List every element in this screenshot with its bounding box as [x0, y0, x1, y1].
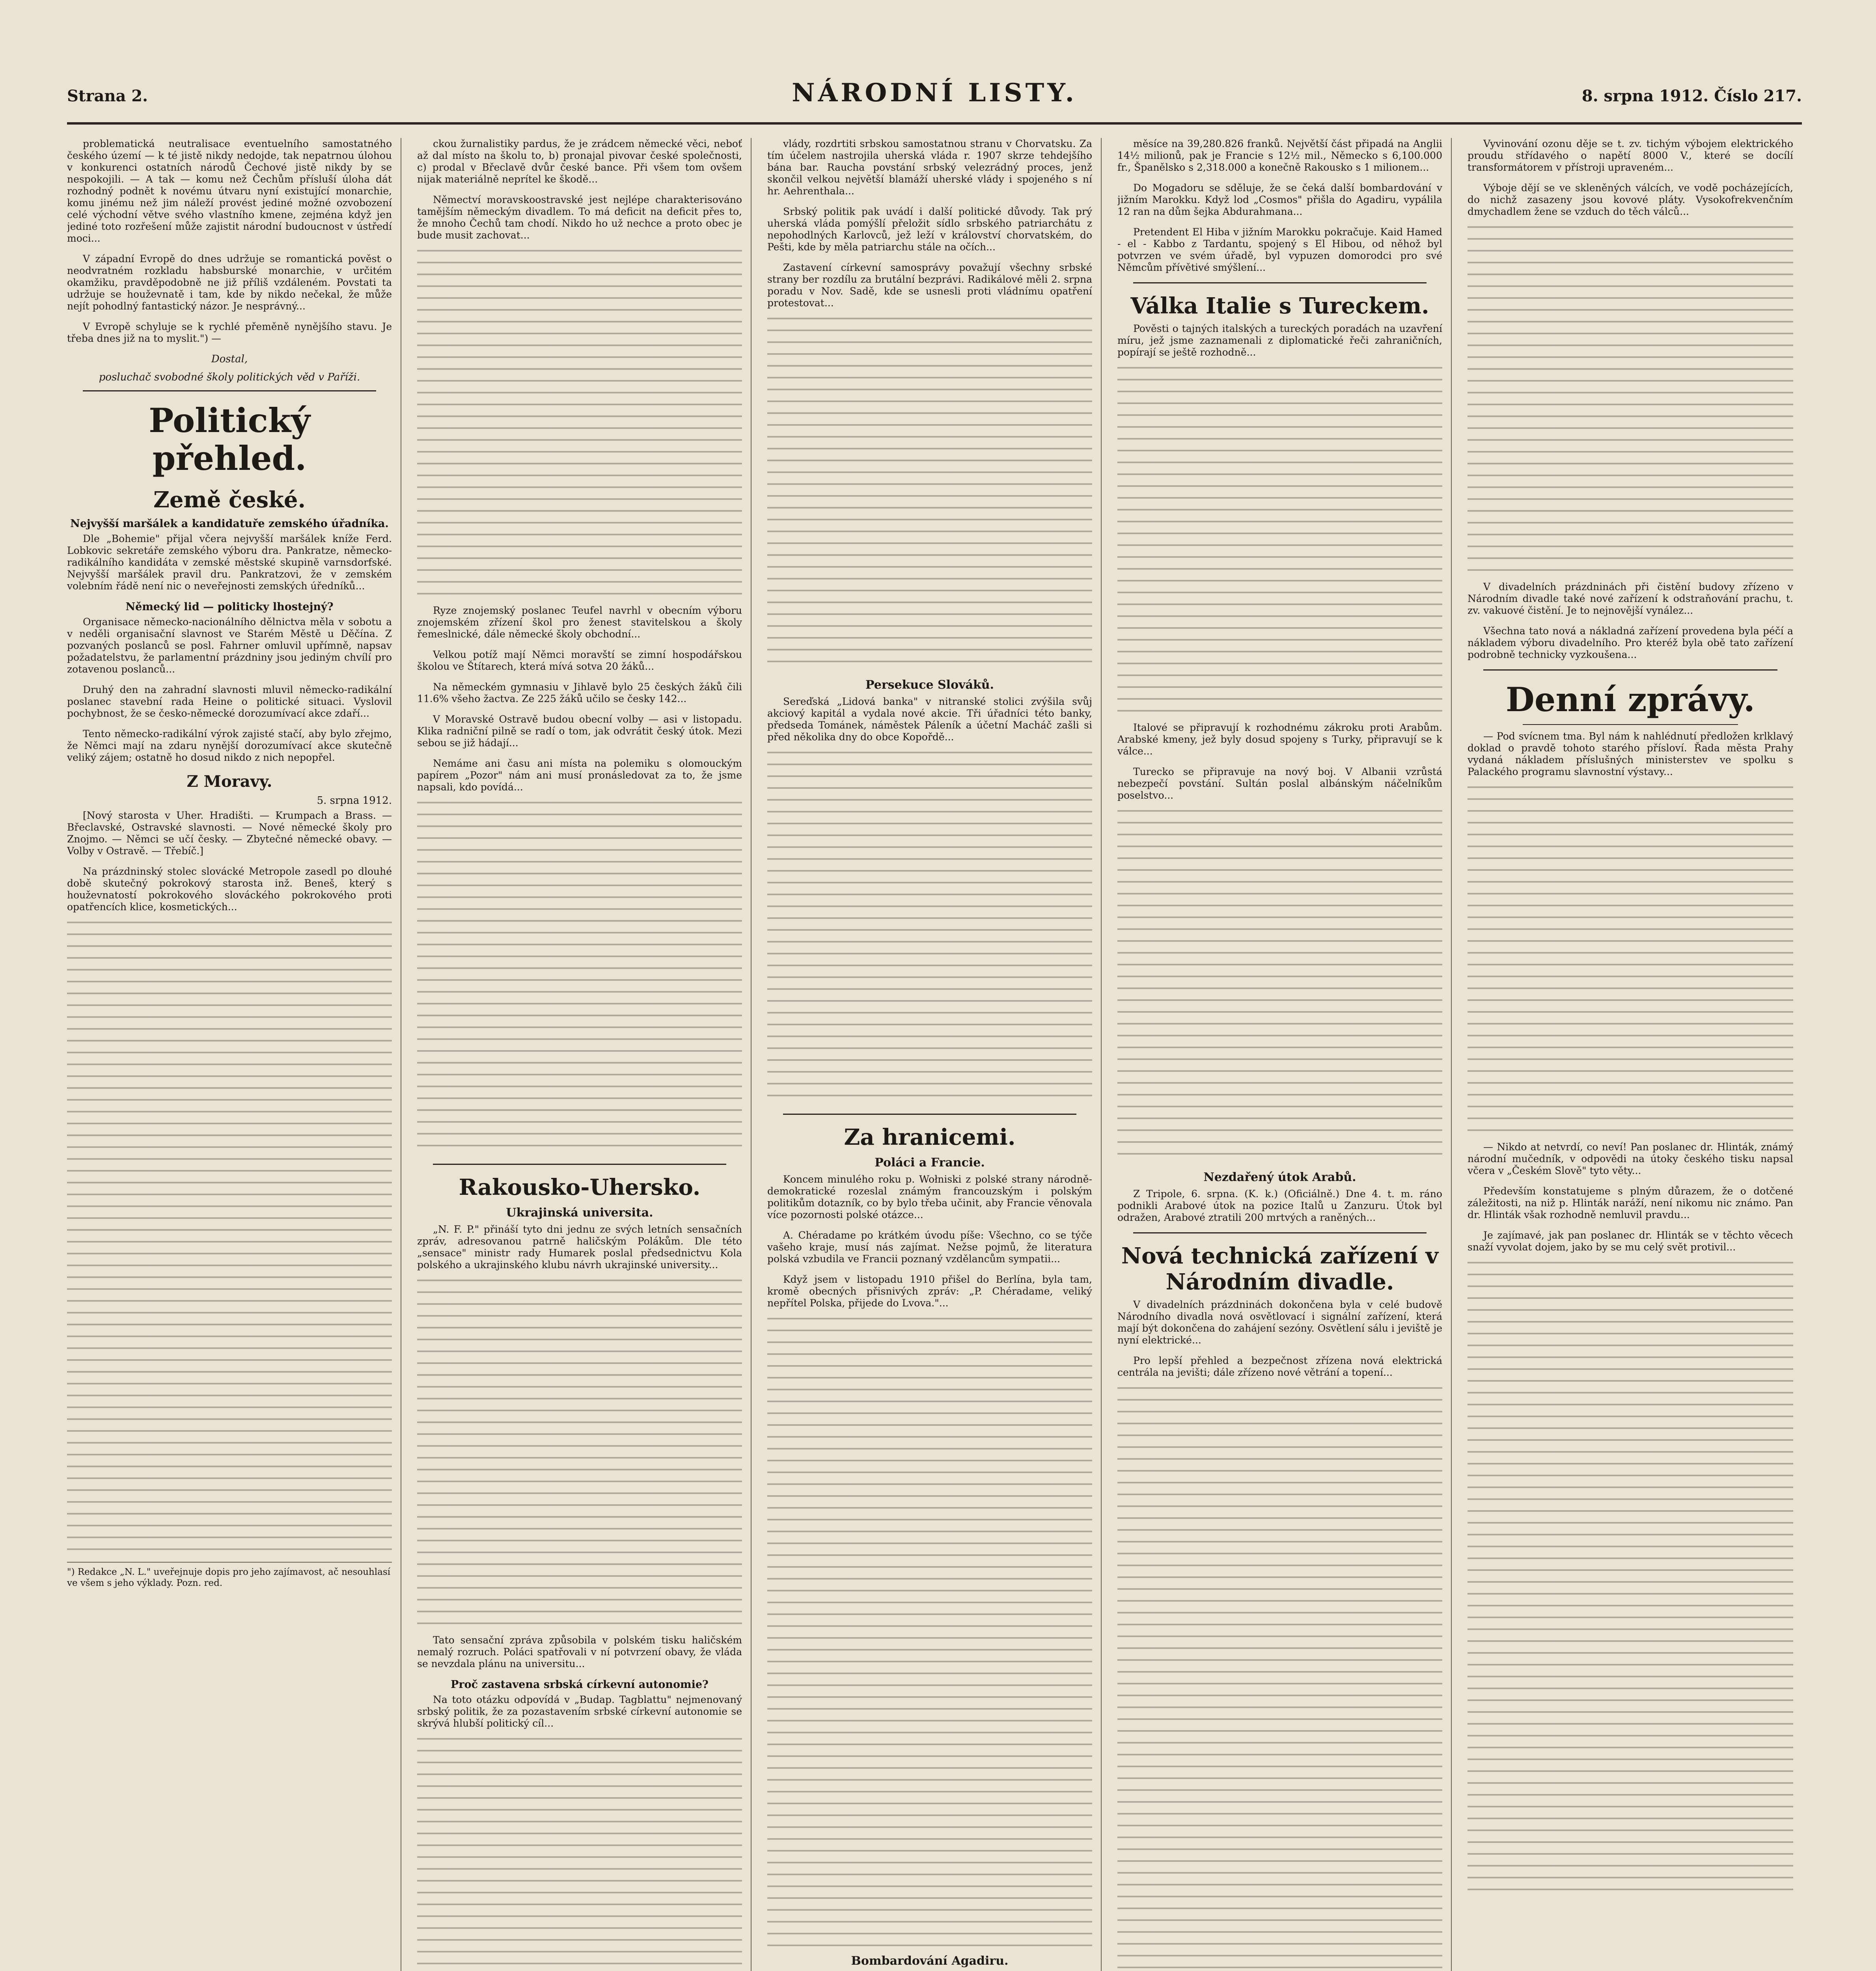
- section-divider: [1133, 1232, 1427, 1233]
- text-lines: [417, 1738, 742, 1971]
- article-paragraph: Organisace německo-nacionálního dělnictva měla v sobotu a v neděli organisační slavnost ve Starém Městě u Děčína. Z pozvaných poslanců se posl. Fahrner omluvil upřímně, napsav požadatelstvu, že parlamentní prázdniny jsou jediným chvílí pro zotavenou poslanců...: [67, 616, 392, 675]
- article-heading: Persekuce Slováků.: [865, 678, 994, 692]
- footnote: ") Redakce „N. L." uveřejnuje dopis pro jeho zajímavost, ač nesouhlasí ve všem s jeho výklady. Pozn. red.: [67, 1562, 392, 1589]
- article-paragraph: Tato sensační zpráva způsobila v polském tisku haličském nemalý rozruch. Poláci spatřovali v ní potvrzení obavy, že vláda se nevzdala plánu na universitu...: [417, 1634, 742, 1669]
- section-heading-rakousko-uhersko: Rakousko-Uhersko.: [459, 1174, 701, 1200]
- section-divider: [1133, 282, 1427, 283]
- article-paragraph: Němectví moravskoostravské jest nejlépe charakterisováno tamějším německým divadlem. To má deficit na deficit přes to, že mnoho Čechů tam chodí. Nikdo ho už nechce a proto obec je bude musit zachovat...: [417, 194, 742, 241]
- section-heading-za-hranicemi: Za hranicemi.: [844, 1124, 1016, 1150]
- article-heading: Poláci a Francie.: [875, 1156, 985, 1170]
- text-lines: [417, 250, 742, 605]
- article-paragraph: — Nikdo at netvrdí, co neví! Pan poslanec dr. Hlinták, známý národní mučedník, v odpovědi na útoky českého tisku napsal včera v „Českém Slově" tyto věty...: [1468, 1141, 1793, 1176]
- page-number: Strana 2.: [67, 87, 148, 105]
- article-paragraph: Pověsti o tajných italských a tureckých poradách na uzavření míru, jež jsme zaznamenali z diplomatické řeči zahraničních, popírají se ještě rozhodně...: [1117, 323, 1442, 358]
- section-heading-denni-zpravy: Denní zprávy.: [1506, 680, 1755, 719]
- newspaper-title: NÁRODNÍ LISTY.: [792, 78, 1077, 108]
- article-paragraph: Do Mogadoru se sděluje, že se čeká další bombardování v jižním Marokku. Když lod „Cosmos" přišla do Agadiru, vypálila 12 ran na dům šejka Abdurahmana...: [1117, 182, 1442, 217]
- dateline: 5. srpna 1912.: [317, 795, 392, 807]
- masthead: [67, 75, 1802, 125]
- article-heading: Z Moravy.: [186, 772, 272, 791]
- article-paragraph: Srbský politik pak uvádí i další politické důvody. Tak prý uherská vláda pomýšlí přeložit sídlo srbského patriarchátu z nepohodlných Karlovců, jež leží v království chorvatském, do Pešti, kde by měla patriarchu stále na očích...: [767, 206, 1092, 253]
- text-lines: [1468, 786, 1793, 1141]
- heading-underline: [1523, 724, 1738, 725]
- text-lines: [67, 922, 392, 1552]
- column-5: [1468, 138, 1802, 1971]
- article-paragraph: — Pod svícnem tma. Byl nám k nahlédnutí předložen krlklavý doklad o pravdě tohoto starého přísloví. Řada města Prahy vydaná nákladem příslušných ministerstev ve spolku s Palackého programu slavnostní výstavy...: [1468, 730, 1793, 777]
- section-divider: [433, 1164, 726, 1165]
- column-1: [67, 138, 401, 1971]
- columns: [67, 138, 1802, 1971]
- text-lines: [767, 1318, 1092, 1949]
- section-divider: [1483, 669, 1777, 671]
- article-paragraph: Tento německo-radikální výrok zajisté stačí, aby bylo zřejmo, že Němci mají na zdaru nynější dorozumívací akce skutečně veliký zájem; ostatně ho dosud nikdo z nich nepopřel.: [67, 728, 392, 763]
- article-paragraph: Italové se připravují k rozhodnému zákroku proti Arabům. Arabské kmeny, jež byly dosud spojeny s Turky, připravují se k válce...: [1117, 722, 1442, 757]
- article-paragraph: Dle „Bohemie" přijal včera nejvyšší maršálek kníže Ferd. Lobkovic sekretáře zemského výboru dra. Pankratze, německo-radikálního kandidáta v zemské městské skupině varnsdorfské. Nejvyšší maršálek pravil dru. Pankratzovi, že v zemském volebním řádě není nic o neveřejnosti zemských úředníků...: [67, 533, 392, 592]
- article-paragraph: měsíce na 39,280.826 franků. Největší část připadá na Anglii 14½ milionů, pak je Francie s 12½ mil., Německo s 6,100.000 fr., Španělsko s 2,318.000 a konečně Rakousko s 1 milionem...: [1117, 138, 1442, 173]
- issue-date: 8. srpna 1912. Číslo 217.: [1581, 87, 1802, 105]
- article-paragraph: Především konstatujeme s plným důrazem, že o dotčené záležitosti, na niž p. Hlinták naráží, není nikomu nic známo. Pan dr. Hlinták však rozhodně nemluvil pravdu...: [1468, 1185, 1793, 1220]
- article-paragraph: Pro lepší přehled a bezpečnost zřízena nová elektrická centrála na jevišti; dále zřízeno nové větrání a topení...: [1117, 1355, 1442, 1378]
- article-paragraph: V divadelních prázdninách dokončena byla v celé budově Národního divadla nová osvětlovací i signální zařízení, která mají být dokončena do zahájení sezóny. Osvětlení sálu i jeviště je nyní elektrické...: [1117, 1299, 1442, 1346]
- article-heading: Nezdařený útok Arabů.: [1203, 1170, 1356, 1184]
- article-paragraph: „N. F. P." přináší tyto dni jednu ze svých letních sensačních zpráv, adresovanou patrně haličským Polákům. Dle této „sensace" ministr rady Humarek poslal předsednictvu Kola polského a ukrajinského klubu návrh ukrajinské university...: [417, 1224, 742, 1271]
- article-paragraph: V západní Evropě do dnes udržuje se romantická pověst o neodvratném rozkladu habsburské monarchie, v určitém okamžiku, pravděpodobně ne již příliš vzdáleném. Povstati ta udržuje se houževnatě i tam, kde by nikdo nečekal, že může nejít pohodlný fantastický názor. Je nesprávný...: [67, 253, 392, 312]
- text-lines: [1117, 367, 1442, 722]
- text-lines: [1117, 1387, 1442, 1971]
- text-lines: [1468, 226, 1793, 581]
- article-paragraph: Je zajímavé, jak pan poslanec dr. Hlinták se v těchto věcech snaží vyvolat dojem, jako by se mu celý svět protivil...: [1468, 1230, 1793, 1253]
- section-heading-narodni-divadlo: Nová technická zařízení v Národním divadle.: [1121, 1243, 1439, 1295]
- article-paragraph: Vyvinování ozonu děje se t. zv. tichým výbojem elektrického proudu střídavého o napětí 8000 V., které se docílí transformátorem v přístroji upraveném...: [1468, 138, 1793, 173]
- author-affiliation: posluchač svobodné školy politických věd v Paříži.: [99, 371, 360, 383]
- article-paragraph: Velkou potíž mají Němci moravští se zimní hospodářskou školou ve Štítarech, která mívá sotva 20 žáků...: [417, 649, 742, 672]
- article-paragraph: Z Tripole, 6. srpna. (K. k.) (Oficiálně.) Dne 4. t. m. ráno podnikli Arabové útok na pozice Italů u Zanzuru. Útok byl odražen, Arabové ztratili 200 mrtvých a raněných...: [1117, 1188, 1442, 1223]
- article-heading: Ukrajinská universita.: [506, 1206, 653, 1220]
- article-summary: [Nový starosta v Uher. Hradišti. — Krumpach a Brass. — Břeclavské, Ostravské slavnosti. — Nové německé školy pro Znojmo. — Němci se učí česky. — Zbytečné německé obavy. — Volby v Ostravě. — Třebíč.]: [67, 810, 392, 857]
- article-paragraph: Pretendent El Hiba v jižním Marokku pokračuje. Kaid Hamed - el - Kabbo z Tardantu, spojený s El Hibou, od něhož byl potvrzen ve svém úřadě, byl vypuzen domorodci pro své Němcům přívětivé smýšlení...: [1117, 226, 1442, 273]
- article-heading: Nejvyšší maršálek a kandidatuře zemského úřadníka.: [70, 518, 389, 530]
- section-divider: [783, 1114, 1076, 1115]
- column-4: [1117, 138, 1452, 1971]
- article-paragraph: A. Chéradame po krátkém úvodu píše: Všechno, co se týče vašeho kraje, musí nás zajímat. Nežse pojmů, že literatura polská vzbudila ve Francii poznaný vzdělancům sympatii...: [767, 1230, 1092, 1265]
- text-lines: [417, 1280, 742, 1634]
- article-paragraph: Ryze znojemský poslanec Teufel navrhl v obecním výboru znojemském zřízení škol pro ženest stavitelskou a školy řemeslnické, dále německé školy obchodní...: [417, 605, 742, 640]
- article-paragraph: Na toto otázku odpovídá v „Budap. Tagblattu" nejmenovaný srbský politik, že za pozastavením srbské církevní autonomie se skrývá hlubší politický cíl...: [417, 1694, 742, 1729]
- article-paragraph: Když jsem v listopadu 1910 přišel do Berlína, byla tam, kromě obecných přisnivých zpráv: „P. Chéradame, veliký nepřítel Polska, přijede do Lvova."...: [767, 1274, 1092, 1309]
- article-paragraph: V Evropě schyluje se k rychlé přeměně nynějšího stavu. Je třeba dnes již na to myslit.") —: [67, 321, 392, 344]
- article-paragraph: Koncem minulého roku p. Wołniski z polské strany národně-demokratické rozeslal známým francouzským i polským politikům dotazník, co by bylo třeba učinit, aby Francie věnovala více pozornosti polské otázce...: [767, 1174, 1092, 1220]
- column-3: [767, 138, 1102, 1971]
- article-paragraph: Všechna tato nová a nákladná zařízení provedena byla péčí a nákladem výboru divadelního. Pro kteréž byla obě tato zařízení podrobně technicky vyzkoušena...: [1468, 625, 1793, 660]
- section-divider: [83, 390, 376, 391]
- article-paragraph: Sereďská „Lidová banka" v nitranské stolici zvýšila svůj akciový kapitál a vydala nové akcie. Tři úřadníci této banky, předseda Tománek, náměstek Páleník a účetní Macháč zašli si před několika dny do obce Kopořdě...: [767, 696, 1092, 743]
- text-lines: [767, 318, 1092, 673]
- author-signature: Dostal,: [211, 353, 248, 365]
- text-lines: [767, 752, 1092, 1107]
- article-paragraph: Na prázdninský stolec slovácké Metropole zasedl po dlouhé době skutečný pokrokový starosta inž. Beneš, který s houževnatostí pokrokového slováckého pokrokového proti opatřencích klice, kosmetických...: [67, 866, 392, 913]
- article-paragraph: Nemáme ani času ani místa na polemiku s olomouckým papírem „Pozor" nám ani musí pronásledovat za to, že jsme napsali, kdo povídá...: [417, 758, 742, 793]
- article-paragraph: ckou žurnalistiky pardus, že je zrádcem německé věci, neboť až dal místo na školu to, b) pronajal pivovar české společnosti, c) prodal v Břeclavě dvůr české bance. Při všem tom ovšem nijak materiálně neprítel ke škodě...: [417, 138, 742, 185]
- subsection-heading: Země české.: [153, 487, 306, 513]
- article-heading: Německý lid — politicky lhostejný?: [125, 601, 334, 613]
- article-heading: Proč zastavena srbská církevní autonomie?: [451, 1679, 709, 1691]
- text-lines: [417, 802, 742, 1157]
- article-heading: Bombardování Agadiru.: [851, 1954, 1009, 1968]
- article-paragraph: Na německém gymnasiu v Jihlavě bylo 25 českých žáků čili 11.6% všeho žactva. Ze 225 žáků učilo se česky 142...: [417, 681, 742, 704]
- article-paragraph: problematická neutralisace eventuelního samostatného českého území — k té jistě nikdy nedojde, tak nepatrnou úlohou v konkurenci ostatních národů Čechové jistě nikdy by se nespokojili. — A tak — komu než Čechům přísluší úloha dát rozhodný podnět k novému útvaru nyní existující monarchie, komu jinému než jim náleží provést jediné možné ozvobození celé východní větve svého vlastního kmene, zejména když jen jediné toto rozřešení může zajistit národní budoucnost v ústředí moci...: [67, 138, 392, 244]
- article-paragraph: Druhý den na zahradní slavnosti mluvil německo-radikální poslanec stavební rada Heine o politické situaci. Vyslovil pochybnost, že se česko-německé dorozumívací akce zdaří...: [67, 684, 392, 719]
- section-heading-valka-italie: Válka Italie s Tureckem.: [1130, 293, 1429, 319]
- article-paragraph: Turecko se připravuje na nový boj. V Albanii vzrůstá nebezpečí povstání. Sultán poslal albánským náčelníkům poselstvo...: [1117, 766, 1442, 801]
- article-paragraph: Zastavení církevní samosprávy považují všechny srbské strany ber rozdílu za brutální bezprávi. Radikálové měli 2. srpna poradu v Nov. Sadě, kde se usnesli proti vládnímu opatření protestovat...: [767, 262, 1092, 309]
- article-paragraph: V Moravské Ostravě budou obecní volby — asi v listopadu. Klika radniční pilně se radí o tom, jak odvrátit český útok. Mezi sebou se již hádají...: [417, 714, 742, 749]
- article-paragraph: Výboje dějí se ve skleněných válcích, ve vodě pocházejících, do nichž zasazeny jsou kovové pláty. Vysokofrekvenčním dmychadlem žene se vzduch do těch válců...: [1468, 182, 1793, 217]
- text-lines: [1468, 1262, 1793, 1893]
- text-lines: [1117, 810, 1442, 1165]
- article-paragraph: vlády, rozdrtiti srbskou samostatnou stranu v Chorvatsku. Za tím účelem nastrojila uherská vláda r. 1907 skrze tehdejšího bána bar. Raucha povstání srbský velezrádný proces, jenž skončil velkou největší blamáží uherské vlády i spojeného s ní hr. Aehrenthala...: [767, 138, 1092, 197]
- column-2: [417, 138, 752, 1971]
- section-heading-politicky-prehled: Politický přehled.: [149, 401, 310, 478]
- article-paragraph: V divadelních prázdninách při čistění budovy zřízeno v Národním divadle také nové zařízení k odstraňování prachu, t. zv. vakuové čistění. Je to nejnovější vynález...: [1468, 581, 1793, 616]
